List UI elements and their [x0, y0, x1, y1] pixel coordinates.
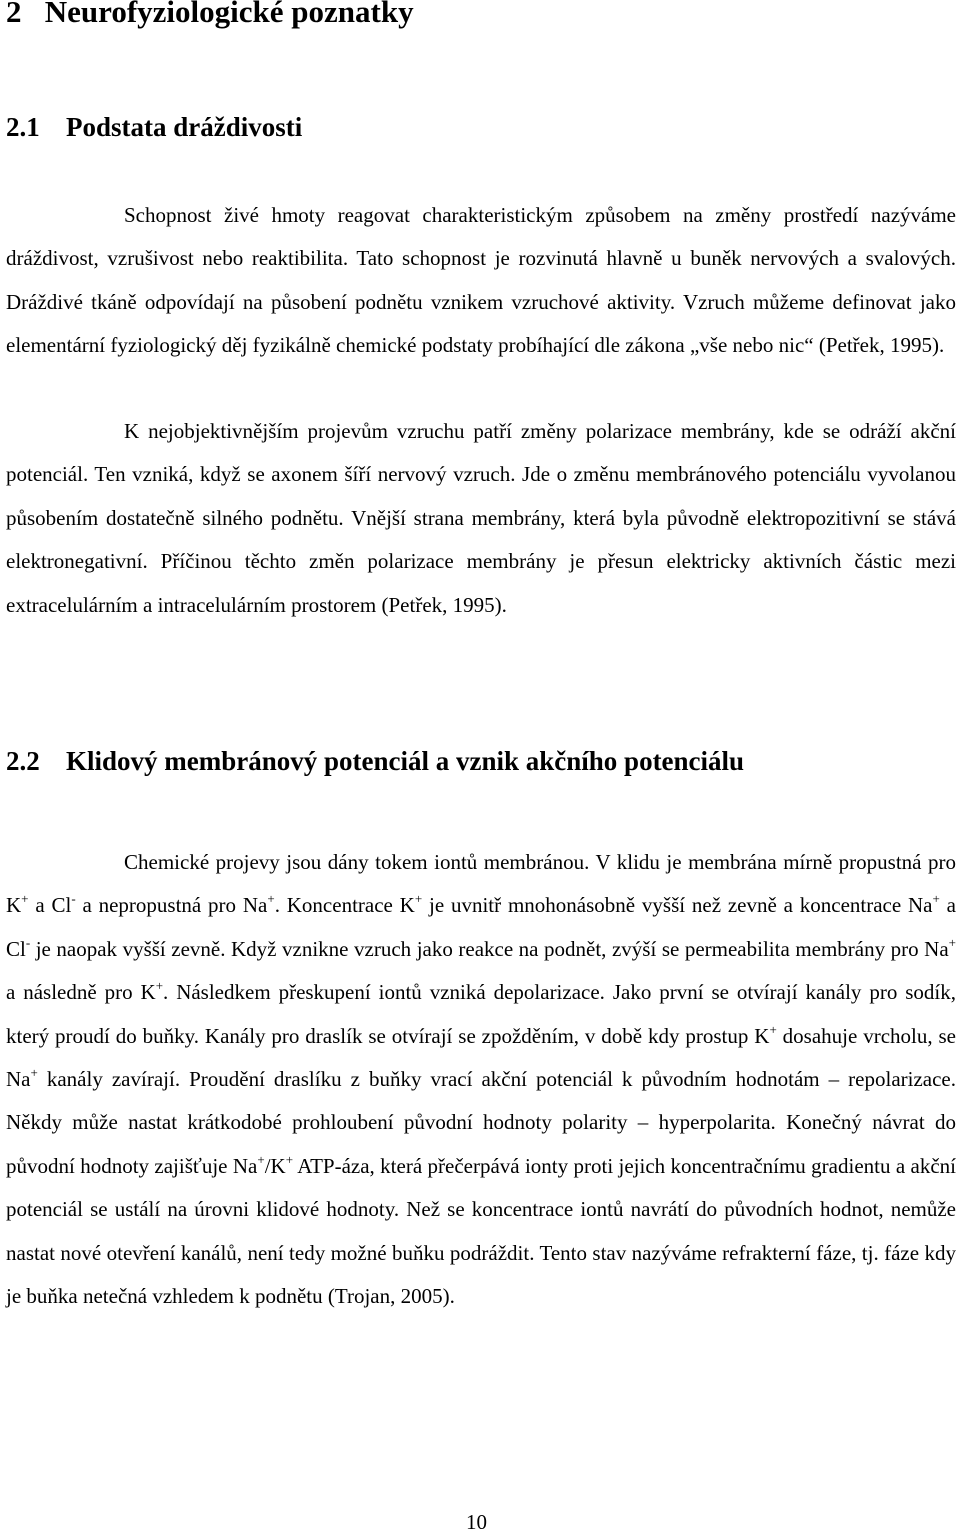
page-number: 10	[466, 1510, 487, 1534]
section-number: 2.1	[6, 112, 40, 142]
paragraph-3: Chemické projevy jsou dány tokem iontů membránou. V klidu je membrána mírně propustná pro K+ a Cl- a nepropustná pro Na+. Koncentrace K+ je uvnitř mnohonásobně vyšší než zevně a koncentrace Na+ a Cl- je naopak vyšší zevně. Když vznikne vzruch jako reakce na podnět, zvýší se permeabilita membrány pro Na+ a následně pro K+. Následkem přeskupení iontů vzniká depolarizace. Jako první se otvírají kanály pro sodík, který proudí do buňky. Kanály pro draslík se otvírají se zpožděním, v době kdy prostup K+ dosahuje vrcholu, se Na+ kanály zavírají. Proudění draslíku z buňky vrací akční potenciál k původním hodnotám – repolarizace. Někdy může nastat krátkodobé prohloubení původní hodnoty polarity – hyperpolarita. Konečný návrat do původní hodnoty zajišťuje Na+/K+ ATP-áza, která přečerpává ionty proti jejich koncentračnímu gradientu a akční potenciál se ustálí na úrovni klidové hodnoty. Než se koncentrace iontů navrátí do původních hodnot, nemůže nastat nové otevření kanálů, není tedy možné buňku podráždit. Tento stav nazýváme refrakterní fáze, tj. fáze kdy je buňka netečná vzhledem k podnětu (Trojan, 2005).	[6, 850, 956, 1309]
section-heading-2-2	[6, 746, 744, 777]
chapter-number: 2	[6, 0, 22, 29]
chapter-title: Neurofyziologické poznatky	[44, 0, 414, 29]
section-number: 2.2	[6, 746, 40, 776]
section-title: Klidový membránový potenciál a vznik akčního potenciálu	[66, 746, 745, 776]
paragraph-1: Schopnost živé hmoty reagovat charakteristickým způsobem na změny prostředí nazýváme dráždivost, vzrušivost nebo reaktibilita. Tato schopnost je rozvinutá hlavně u buněk nervových a svalových. Dráždivé tkáně odpovídají na působení podnětu vznikem vzruchové aktivity. Vzruch můžeme definovat jako elementární fyziologický děj fyzikálně chemické podstaty probíhající dle zákona „vše nebo nic“ (Petřek, 1995).	[6, 203, 956, 358]
section-heading-2-1	[6, 112, 302, 143]
section-title: Podstata dráždivosti	[66, 112, 303, 142]
paragraph-2: K nejobjektivnějším projevům vzruchu patří změny polarizace membrány, kde se odráží akční potenciál. Ten vzniká, když se axonem šíří nervový vzruch. Jde o změnu membránového potenciálu vyvolanou působením dostatečně silného podnětu. Vnější strana membrány, která byla původně elektropozitivní se stává elektronegativní. Příčinou těchto změn polarizace membrány je přesun elektricky aktivních částic mezi extracelulárním a intracelulárním prostorem (Petřek, 1995).	[6, 419, 956, 617]
chapter-heading	[6, 0, 414, 30]
